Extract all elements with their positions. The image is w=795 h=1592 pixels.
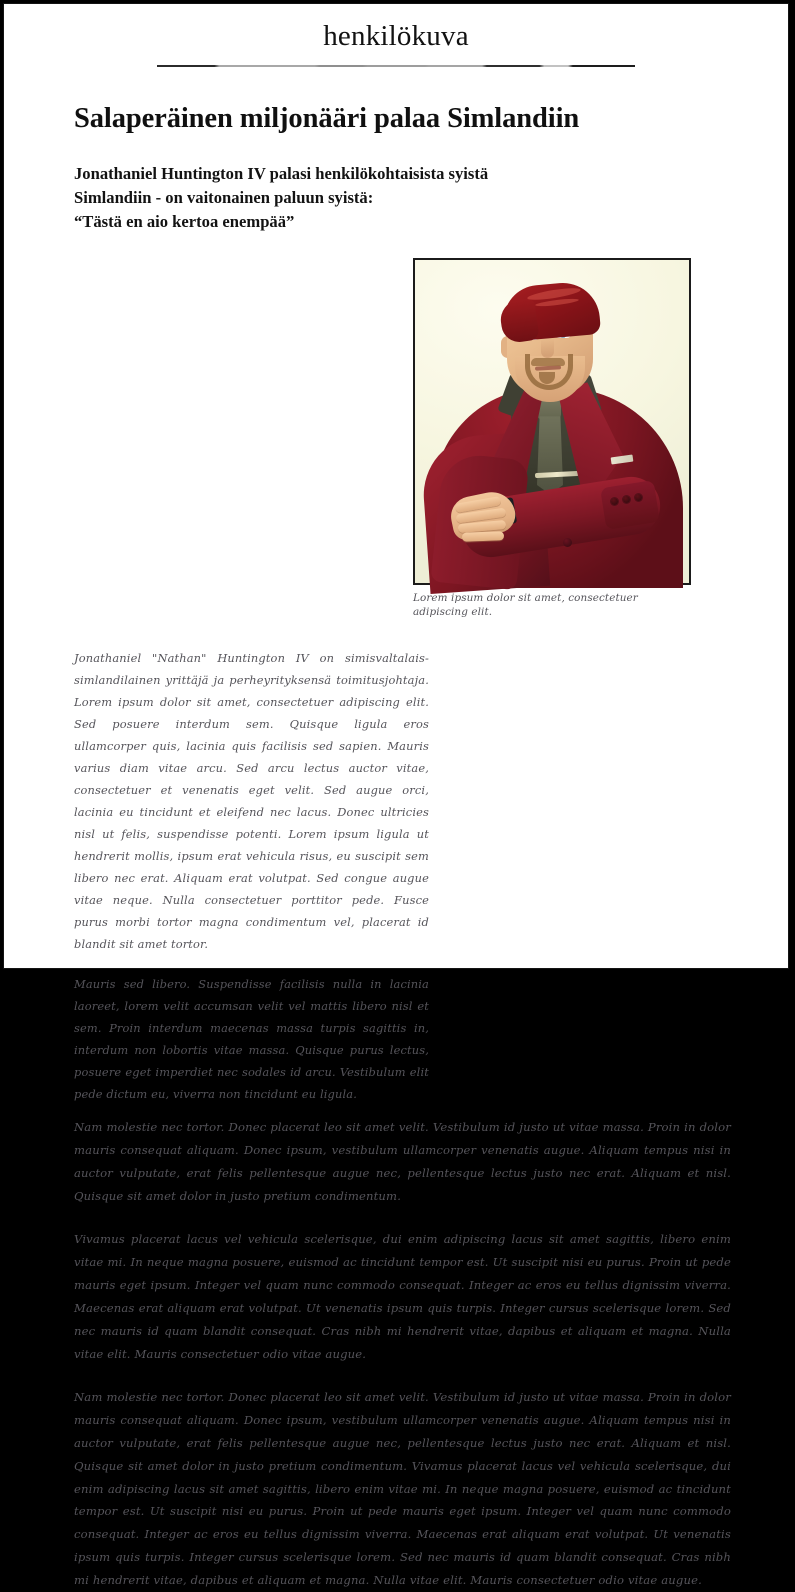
article-column-left	[74, 635, 429, 1116]
paragraph: Vivamus placerat lacus vel vehicula scelerisque, dui enim adipiscing lacus sit amet sagittis, libero enim vitae mi. In neque magna posuere, euismod ac tincidunt tempor est. Ut suscipit nisi eu purus. Proin ut pede mauris eget ipsum. Integer vel quam nunc commodo consequat. Integer ac eros eu tellus dignissim viverra. Maecenas erat aliquam erat volutpat. Ut venenatis ipsum quis turpis. Integer cursus scelerisque lorem. Sed nec mauris id quam blandit consequat. Cras nibh mi hendrerit vitae, dapibus et aliquam et magna. Nulla vitae elit. Mauris consectetuer odio vitae augue.	[74, 1231, 731, 1361]
article	[4, 103, 788, 1592]
paragraph: Mauris sed libero. Suspendisse facilisis nulla in lacinia laoreet, lorem velit accumsan velit vel mattis libero nisl et sem. Proin interdum maecenas massa turpis sagittis in, interdum non lobortis vitae massa. Quisque purus lectus, posuere eget imperdiet nec sodales id arcu. Vestibulum elit pede dictum eu, viverra non tincidunt eu ligula.	[74, 976, 429, 1101]
deck-line-3: “Tästä en aio kertoa enempää”	[74, 212, 295, 232]
photo-caption: Lorem ipsum dolor sit amet, consectetuer adipiscing elit.	[413, 592, 638, 618]
masthead	[4, 4, 788, 67]
necktie	[537, 416, 563, 494]
masthead-divider	[157, 65, 635, 67]
page-title: Salaperäinen miljonääri palaa Simlandiin	[74, 103, 580, 135]
photo-figure	[413, 258, 691, 619]
nose	[541, 338, 554, 358]
sleeve-cuff	[600, 480, 660, 530]
deck-line-2: Simlandiin - on vaitonainen paluun syistä:	[74, 188, 374, 208]
portrait-photo	[413, 258, 691, 585]
deck-line-1: Jonathaniel Huntington IV palasi henkilökohtaisista syistä	[74, 164, 489, 184]
paragraph: Nam molestie nec tortor. Donec placerat leo sit amet velit. Vestibulum id justo ut vitae massa. Proin in dolor mauris consequat aliquam. Donec ipsum, vestibulum ullamcorper venenatis augue. Aliquam tempus nisi in auctor vulputate, erat felis pellentesque augue nec, pellentesque lectus justo nec erat. Aliquam et nisl. Quisque sit amet dolor in justo pretium condimentum.	[74, 1120, 731, 1204]
masthead-title: henkilökuva	[323, 20, 469, 52]
page-sheet	[3, 3, 789, 1588]
paragraph: Jonathaniel "Nathan" Huntington IV on simisvaltalais-simlandilainen yrittäjä ja perheyrityksensä toimitusjohtaja. Lorem ipsum dolor sit amet, consectetuer adipiscing elit. Sed posuere interdum sem. Quisque ligula eros ullamcorper quis, lacinia quis facilisis sed sapien. Mauris varius diam vitae arcu. Sed arcu lectus auctor vitae, consectetuer et venenatis eget velit. Sed augue orci, lacinia eu tincidunt et eleifend nec lacus. Donec ultricies nisl ut felis, suspendisse potenti. Lorem ipsum ligula ut hendrerit mollis, ipsum erat vehicula risus, eu suscipit sem libero nec erat. Aliquam erat volutpat. Sed congue augue vitae neque. Nulla consectetuer porttitor pede. Fusce purus morbi tortor magna condimentum vel, placerat id blandit sit amet tortor.	[74, 650, 429, 951]
paragraph: Nam molestie nec tortor. Donec placerat leo sit amet velit. Vestibulum id justo ut vitae massa. Proin in dolor mauris consequat aliquam. Donec ipsum, vestibulum ullamcorper venenatis augue. Aliquam tempus nisi in auctor vulputate, erat felis pellentesque augue nec, pellentesque lectus justo nec erat. Aliquam et nisl. Quisque sit amet dolor in justo pretium condimentum. Vivamus placerat lacus vel vehicula scelerisque, dui enim adipiscing lacus sit amet sagittis, libero enim vitae mi. In neque magna posuere, euismod ac tincidunt tempor est. Ut suscipit nisi eu purus. Proin ut pede mauris eget ipsum. Integer vel quam nunc commodo consequat. Integer ac eros eu tellus dignissim viverra. Maecenas erat aliquam erat volutpat. Ut venenatis ipsum quis turpis. Integer cursus scelerisque lorem. Sed nec mauris id quam blandit consequat. Cras nibh mi hendrerit vitae, dapibus et aliquam et magna. Nulla vitae elit. Mauris consectetuer odio vitae augue.	[74, 1389, 731, 1588]
article-deck	[74, 162, 731, 234]
moustache	[531, 358, 565, 366]
